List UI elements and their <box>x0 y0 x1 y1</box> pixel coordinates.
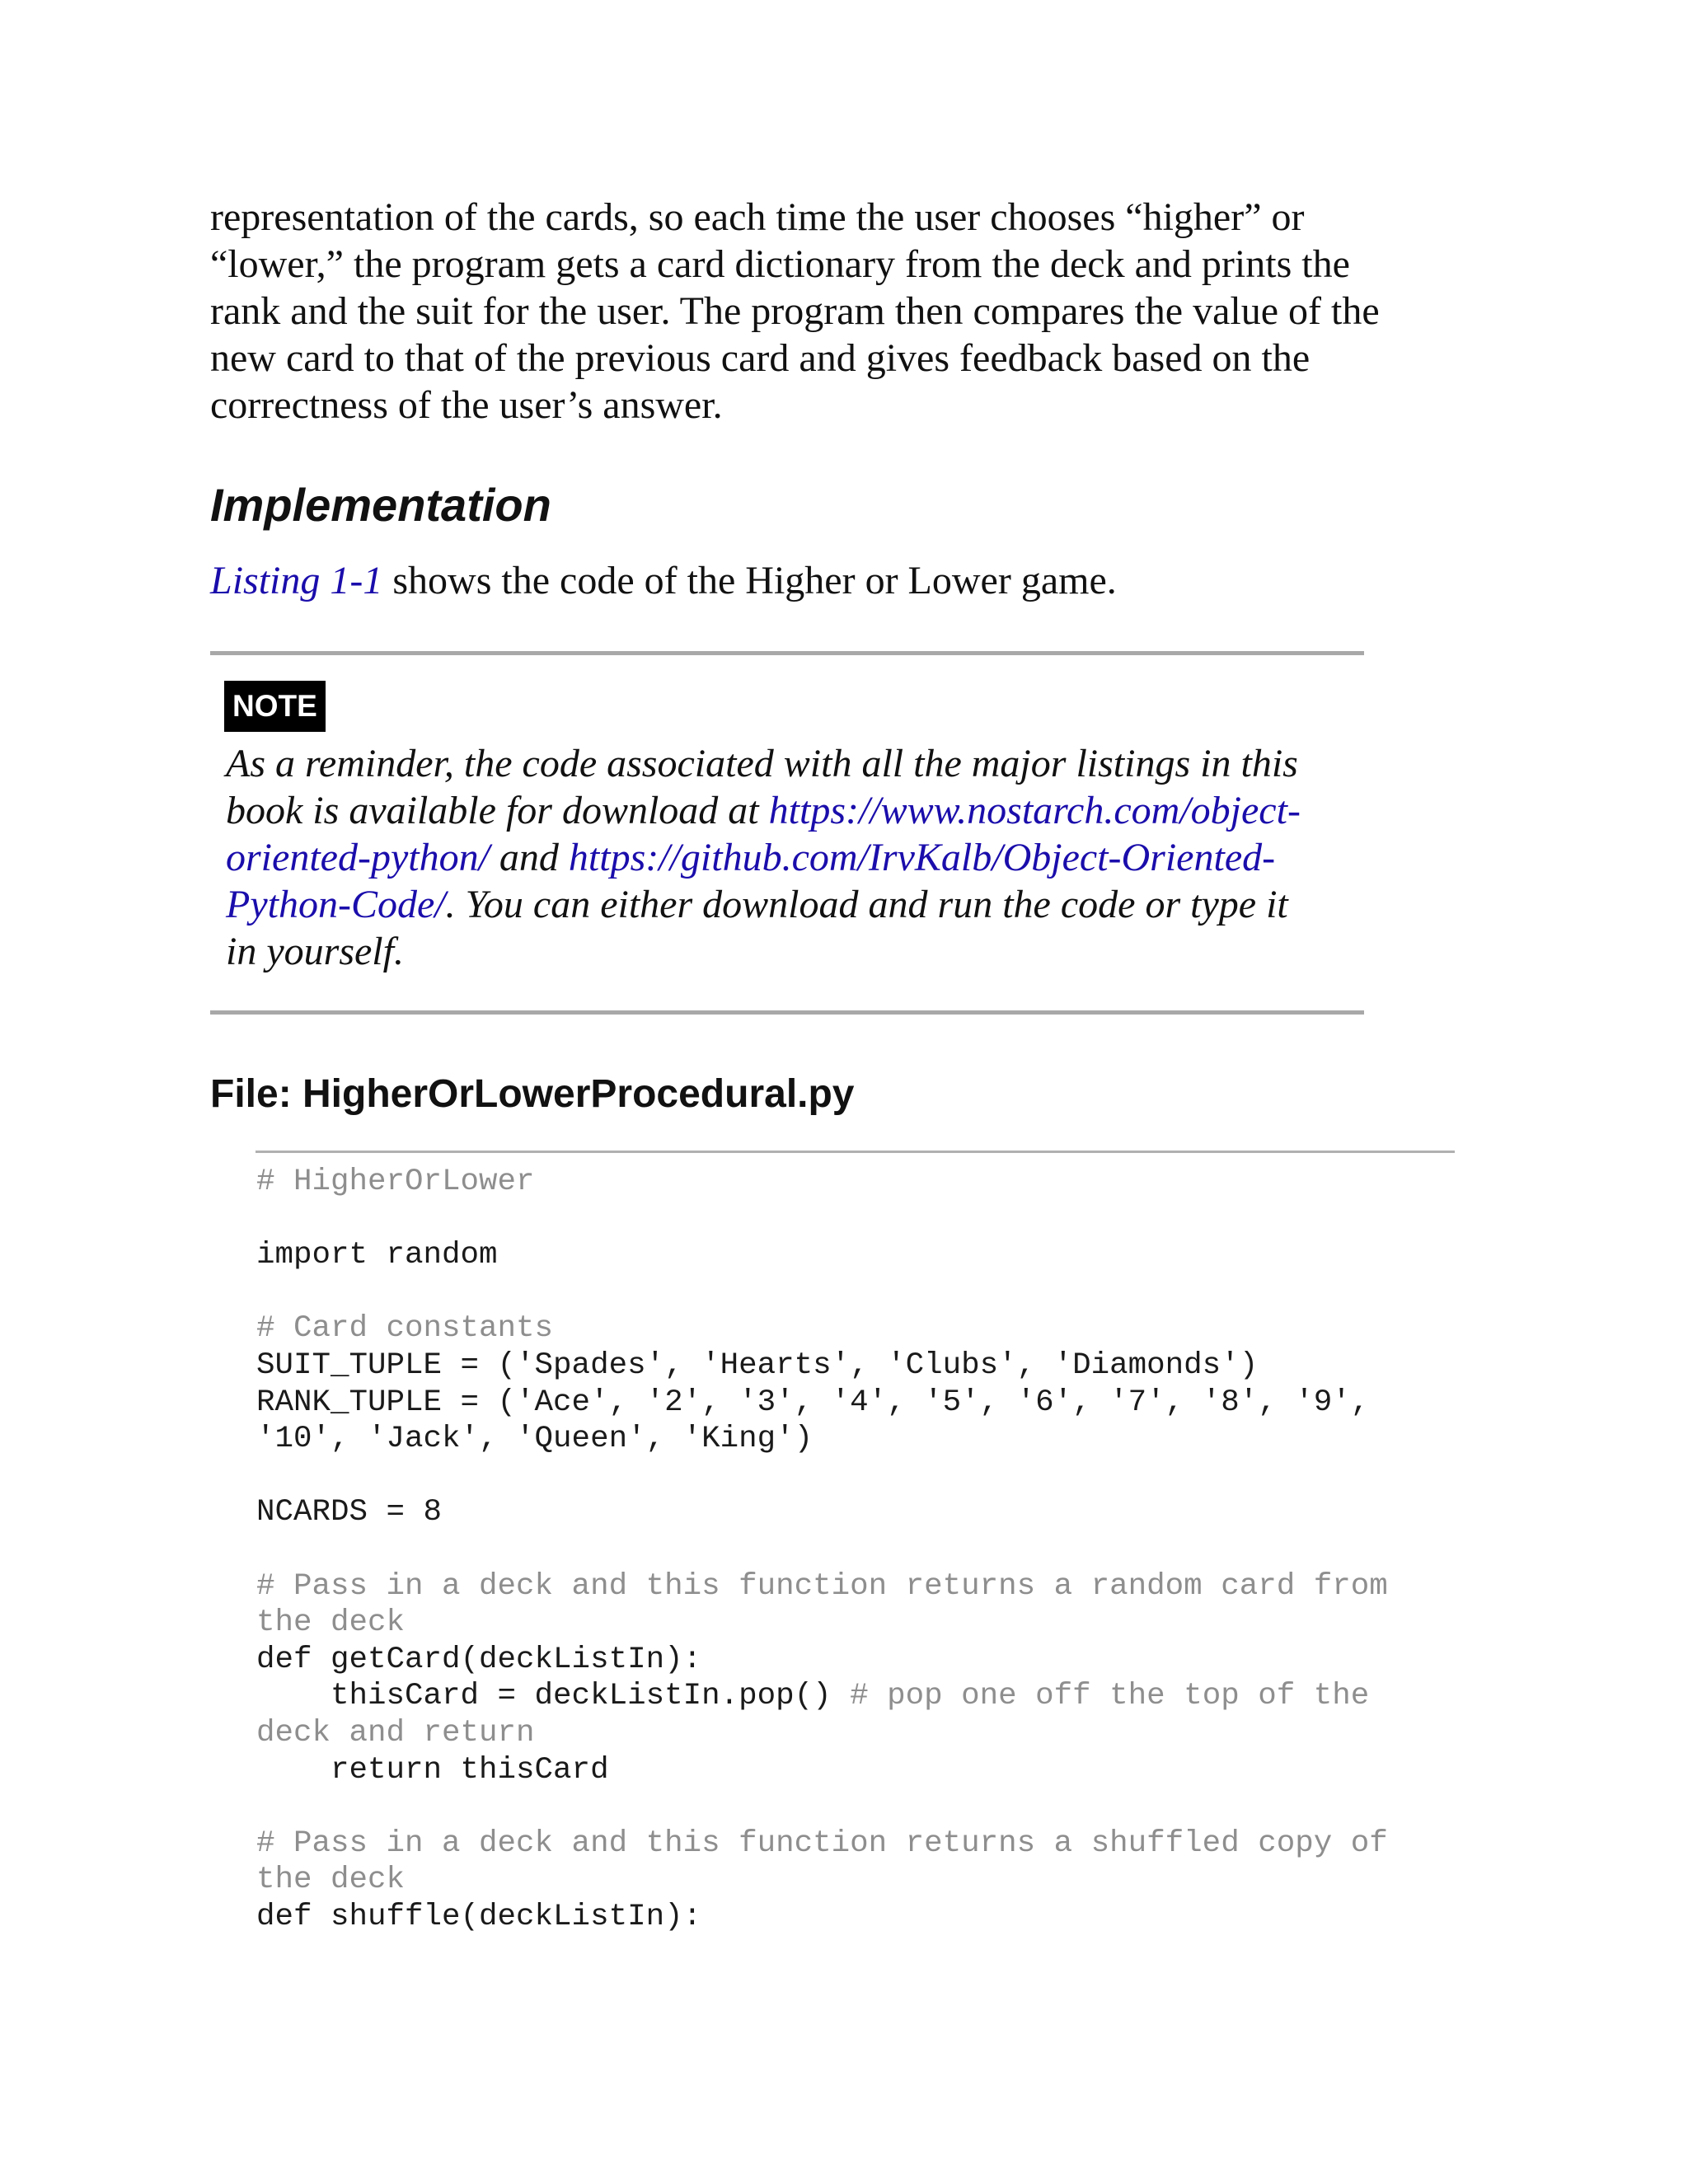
intro-line: representation of the cards, so each time the user chooses “higher” or <box>210 195 1305 239</box>
code-comment: # HigherOrLower <box>256 1165 535 1199</box>
note-line <box>226 787 1396 834</box>
code-line: import random <box>256 1238 498 1273</box>
listing-reference <box>210 556 1117 606</box>
note-text: and <box>489 836 569 879</box>
code-inline-comment: # pop one off the top of the <box>850 1679 1370 1714</box>
code-blank <box>256 1458 1388 1495</box>
code-comment: the deck <box>256 1863 406 1898</box>
code-top-rule <box>256 1151 1455 1153</box>
note-label: NOTE <box>224 681 326 732</box>
note-line <box>226 834 1396 881</box>
note-line: in yourself. <box>226 930 404 973</box>
note-body <box>226 740 1396 975</box>
code-line: return thisCard <box>256 1752 609 1788</box>
code-line: '10', 'Jack', 'Queen', 'King') <box>256 1422 814 1457</box>
intro-line: rank and the suit for the user. The program then compares the value of the <box>210 289 1380 333</box>
nostarch-link[interactable]: https://www.nostarch.com/object- <box>768 789 1301 832</box>
code-blank <box>256 1531 1388 1568</box>
github-link-cont[interactable]: Python-Code/ <box>226 883 446 926</box>
code-comment: # Card constants <box>256 1311 554 1347</box>
code-listing <box>256 1164 1388 1935</box>
github-link[interactable]: https://github.com/IrvKalb/Object-Oriented- <box>568 836 1276 879</box>
listing-link[interactable]: Listing 1-1 <box>210 559 383 602</box>
code-line: def shuffle(deckListIn): <box>256 1899 702 1934</box>
file-title: File: HigherOrLowerProcedural.py <box>210 1072 855 1116</box>
code-comment: # Pass in a deck and this function returns a shuffled copy of <box>256 1825 1388 1861</box>
code-blank <box>256 1201 1388 1238</box>
code-comment: # Pass in a deck and this function returns a random card from <box>256 1568 1388 1604</box>
note-text: . You can either download and run the code or type it <box>445 883 1288 926</box>
listing-text: shows the code of the Higher or Lower game. <box>382 559 1117 602</box>
section-heading: Implementation <box>210 479 551 531</box>
code-line <box>256 1678 1388 1715</box>
intro-line: “lower,” the program gets a card dictionary from the deck and prints the <box>210 242 1350 286</box>
note-bottom-rule <box>210 1010 1364 1015</box>
code-statement: thisCard = deckListIn.pop() <box>256 1679 851 1714</box>
code-line: NCARDS = 8 <box>256 1495 443 1530</box>
note-top-rule <box>210 651 1364 655</box>
code-comment: the deck <box>256 1605 406 1641</box>
intro-paragraph <box>210 194 1463 429</box>
note-line: As a reminder, the code associated with all the major listings in this <box>226 742 1298 785</box>
code-line: SUIT_TUPLE = ('Spades', 'Hearts', 'Clubs', 'Diamonds') <box>256 1347 1259 1383</box>
intro-line: new card to that of the previous card and gives feedback based on the <box>210 336 1311 380</box>
note-line <box>226 881 1396 928</box>
code-line: def getCard(deckListIn): <box>256 1642 702 1677</box>
code-comment: deck and return <box>256 1715 535 1750</box>
code-blank <box>256 1274 1388 1311</box>
note-text: book is available for download at <box>226 789 769 832</box>
code-blank <box>256 1788 1388 1825</box>
intro-line: correctness of the user’s answer. <box>210 383 723 427</box>
nostarch-link-cont[interactable]: oriented-python/ <box>226 836 490 879</box>
code-line: RANK_TUPLE = ('Ace', '2', '3', '4', '5', '6', '7', '8', '9', <box>256 1385 1370 1420</box>
